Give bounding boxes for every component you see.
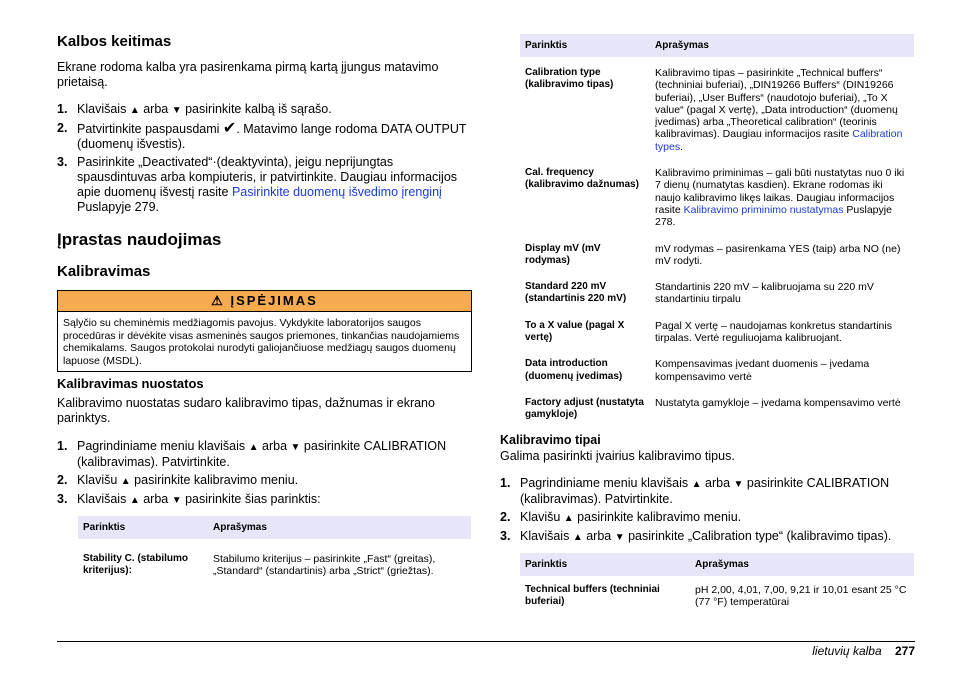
types-heading: Kalibravimo tipai	[500, 433, 601, 447]
down-arrow-icon: ▼	[290, 442, 301, 453]
table-row: To a X value (pagal X vertę) Pagal X vertę – naudojamas konkretus standartinis tirpalas. Vertė reguliuojama kalibruojant.	[525, 319, 892, 345]
table-row: Technical buffers (techniniai buferiai) pH 2,00, 4,01, 7,00, 9,21 ir 10,01 esant 25 °C (77 °F) temperatūrai	[525, 584, 907, 609]
settings-heading: Kalibravimas nuostatos	[57, 376, 204, 391]
table-row: Data introduction (duomenų įvedimas) Kompensavimas įvedant duomenis – įvedama kompensavimo vertė	[525, 358, 870, 383]
calibration-types-link[interactable]: Calibration types	[655, 128, 903, 153]
list-item: 2. Klavišu ▲ pasirinkite kalibravimo meniu.	[500, 510, 742, 524]
down-arrow-icon: ▼	[171, 105, 182, 116]
table-header-row: Parinktis Aprašymas	[520, 34, 914, 57]
settings-intro: Kalibravimo nuostatas sudaro kalibravimo tipas, dažnumas ir ekrano parinktys.	[57, 396, 435, 425]
list-item: 3. Klavišais ▲ arba ▼ pasirinkite šias parinktis:	[57, 492, 321, 506]
table-row: Standard 220 mV (standartinis 220 mV) Standartinis 220 mV – kalibruojama su 220 mV standartiniu tirpalu	[525, 281, 874, 306]
calibration-reminder-link[interactable]: Kalibravimo priminimo nustatymas	[683, 203, 844, 216]
checkmark-icon: ✔	[222, 120, 237, 137]
table-row: Factory adjust (nustatyta gamykloje) Nustatyta gamykloje – įvedama kompensavimo vertė	[525, 396, 901, 421]
calibration-options-table	[520, 34, 914, 432]
warning-header: ⚠ ĮSPĖJIMAS	[58, 291, 471, 312]
list-item: 1. Klavišais ▲ arba ▼ pasirinkite kalbą iš sąrašo.	[57, 102, 332, 116]
up-arrow-icon: ▲	[563, 513, 574, 524]
calibration-heading: Kalibravimas	[57, 263, 151, 280]
footer-language: lietuvių kalba	[812, 644, 882, 658]
page-footer	[812, 644, 915, 658]
warning-triangle-icon: ⚠	[211, 293, 225, 308]
page-number: 277	[894, 644, 915, 658]
warning-box	[57, 290, 472, 372]
usage-heading: Įprastas naudojimas	[57, 230, 222, 249]
warning-text: Sąlyčio su cheminėmis medžiagomis pavojus. Vykdykite laboratorijos saugos procedūras ir dėvėkite visas asmeninės saugos priemones, tinkančias naudojamiems chemikalams. Saugos protokolai nurodyti galiojančiuose medžiagų saugos duomenų lapuose (MSDL).	[63, 317, 460, 367]
language-intro: Ekrane rodoma kalba yra pasirenkama pirmą kartą įjungus matavimo prietaisą.	[57, 60, 439, 89]
table-row: Calibration type (kalibravimo tipas) Kalibravimo tipas – pasirinkite „Technical buffers“ (techniniai buferiai), „DIN19266 Buffers“ (DIN19266 buferiai), „User Buffers“ (naudotojo buferiai), „To X value“ (pagal X vertę), „Data introduction“ (duomenų įvedimas) arba „Theoretical calibration“ (teorinis kalibravimas). Daugiau informacijos rasite Calibration types.	[525, 67, 903, 153]
table-header-row: Parinktis Aprašymas	[78, 516, 471, 539]
settings-table	[78, 516, 471, 588]
types-intro: Galima pasirinkti įvairius kalibravimo tipus.	[500, 449, 735, 463]
down-arrow-icon: ▼	[171, 495, 182, 506]
footer-divider	[57, 641, 915, 642]
language-steps	[57, 102, 472, 218]
list-item: 3. Klavišais ▲ arba ▼ pasirinkite „Calibration type“ (kalibravimo tipas).	[500, 529, 892, 543]
table-row: Stability C. (stabilumo kriterijus): Stabilumo kriterijus – pasirinkite „Fast“ (greitas), „Standard“ (standartinis) arba „Strict“ (griežtas).	[83, 553, 436, 578]
list-item: 1. Pagrindiniame meniu klavišais ▲ arba ▼ pasirinkite CALIBRATION (kalibravimas). Patvirtinkite.	[57, 439, 447, 469]
table-row: Cal. frequency (kalibravimo dažnumas) Kalibravimo priminimas – gali būti nustatytas nuo 0 iki 7 dienų (numatytas kasdien). Ekrane rodomas iki naujo kalibravimo likęs laikas. Daugiau informacijos rasite Kalibravimo priminimo nustatymas Puslapyje 278.	[525, 167, 905, 229]
up-arrow-icon: ▲	[129, 495, 140, 506]
up-arrow-icon: ▲	[120, 476, 131, 487]
types-steps	[500, 476, 915, 548]
language-heading: Kalbos keitimas	[57, 33, 172, 50]
settings-steps	[57, 439, 472, 511]
down-arrow-icon: ▼	[614, 532, 625, 543]
up-arrow-icon: ▲	[248, 442, 259, 453]
up-arrow-icon: ▲	[691, 479, 702, 490]
table-row: Display mV (mV rodymas) mV rodymas – pasirenkama YES (taip) arba NO (ne) mV rodyti.	[525, 242, 901, 267]
table-header-row: Parinktis Aprašymas	[520, 553, 914, 576]
list-item: 2. Klavišu ▲ pasirinkite kalibravimo meniu.	[57, 473, 299, 487]
calibration-types-table	[520, 553, 914, 619]
list-item: 3. Pasirinkite „Deactivated“·(deaktyvinta), jeigu neprijungtas spausdintuvas arba kompiuteris, ir patvirtinkite. Daugiau informacijos apie duomenų išvestį rasite Pasirinkite duomenų išvedimo įrenginį Puslapyje 279.	[57, 155, 458, 214]
up-arrow-icon: ▲	[129, 105, 140, 116]
list-item: 2. Patvirtinkite paspausdami ✔. Matavimo lange rodoma DATA OUTPUT (duomenų išvestis).	[57, 120, 467, 151]
down-arrow-icon: ▼	[733, 479, 744, 490]
up-arrow-icon: ▲	[572, 532, 583, 543]
list-item: 1. Pagrindiniame meniu klavišais ▲ arba ▼ pasirinkite CALIBRATION (kalibravimas). Patvirtinkite.	[500, 476, 890, 506]
output-device-link[interactable]: Pasirinkite duomenų išvedimo įrenginį	[231, 185, 442, 199]
